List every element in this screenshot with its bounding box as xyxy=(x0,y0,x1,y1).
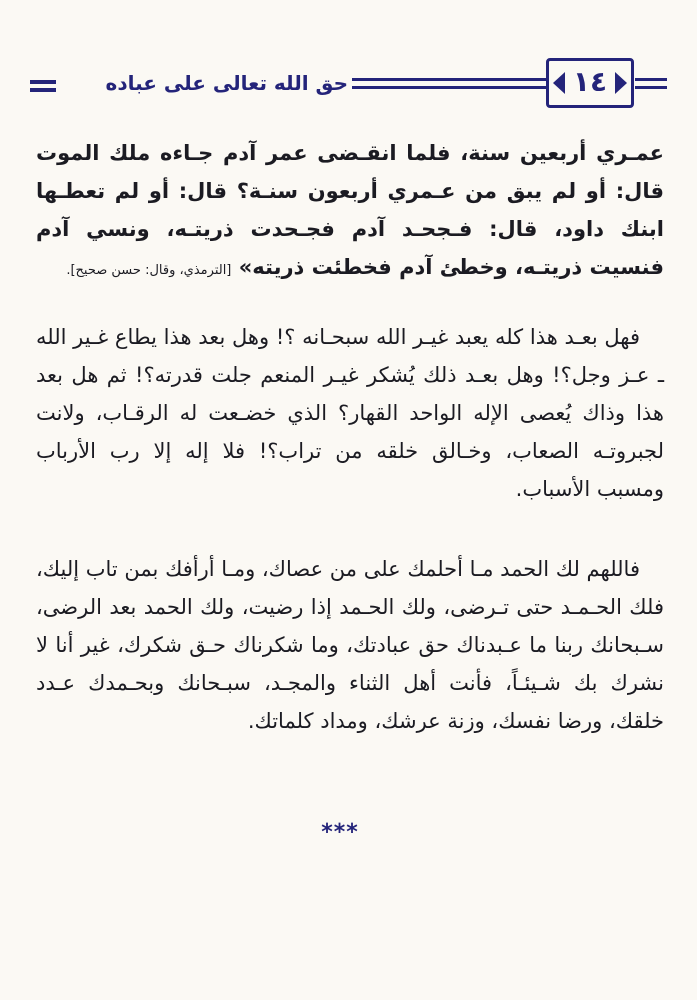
header-rule xyxy=(635,86,667,89)
hadith-citation: [الترمذي، وقال: حسن صحيح]. xyxy=(66,263,232,278)
arrow-right-icon xyxy=(615,72,627,94)
arrow-left-icon xyxy=(553,72,565,94)
chapter-title: حق الله تعالى على عباده xyxy=(105,71,348,95)
header-rule xyxy=(635,78,667,81)
section-separator: *** xyxy=(321,820,359,845)
page-header xyxy=(30,58,667,114)
header-rule xyxy=(352,86,546,89)
paragraph-supplication: فاللهم لك الحمد مـا أحلمك على من عصاك، ومـا أرأفك بمن تاب إليك، فلك الحـمـد حتى تـرضى، ولك الحـمد إذا رضيت، ولك الحمد بعد الرضى، سـبحانك ربنا ما عـبدناك حق عبادتك، وما شكرناك حـق شكرك، غير أنا لا نشرك بك شـيئـاً، فأنت أهل الثناء والمجـد، سبـحانك وبحـمدك عـدد خلقك، ورضا نفسك، وزنة عرشك، ومداد كلماتك. xyxy=(36,557,664,733)
paragraph-reflection: فهل بعـد هذا كله يعبد غيـر الله سبحـانه ؟! وهل بعد هذا يطاع غـير الله ـ عـز وجل؟! وهل بعـد ذلك يُشكر غيـر المنعم جلت قدرته؟! ثم هل بعد هذا وذاك يُعصى الإله الواحد القهار؟ الذي خضـعت له الرقـاب، ولانت لجبروتـه الصعاب، وخـالق خلقه من تراب؟! فلا إله إلا رب الأرباب ومسبب الأسباب. xyxy=(36,325,664,501)
header-rule xyxy=(30,88,56,92)
page-number: ١٤ xyxy=(572,65,608,98)
hadith-text: عمـري أربعين سنة، فلما انقـضى عمر آدم جـاءه ملك الموت قال: أو لم يبق من عـمري أربعون سنـة؟ قال: أو لم تعطـها ابنك داود، قال: فـجحـد آدم فجـحدت ذريتـه، ونسي آدم فنسيت ذريتـه، وخطئ آدم فخطئت ذريته» xyxy=(36,141,664,279)
page-number-badge xyxy=(546,58,634,108)
header-rule xyxy=(30,80,56,84)
paragraph-hadith xyxy=(36,134,664,290)
header-rule xyxy=(352,78,546,81)
